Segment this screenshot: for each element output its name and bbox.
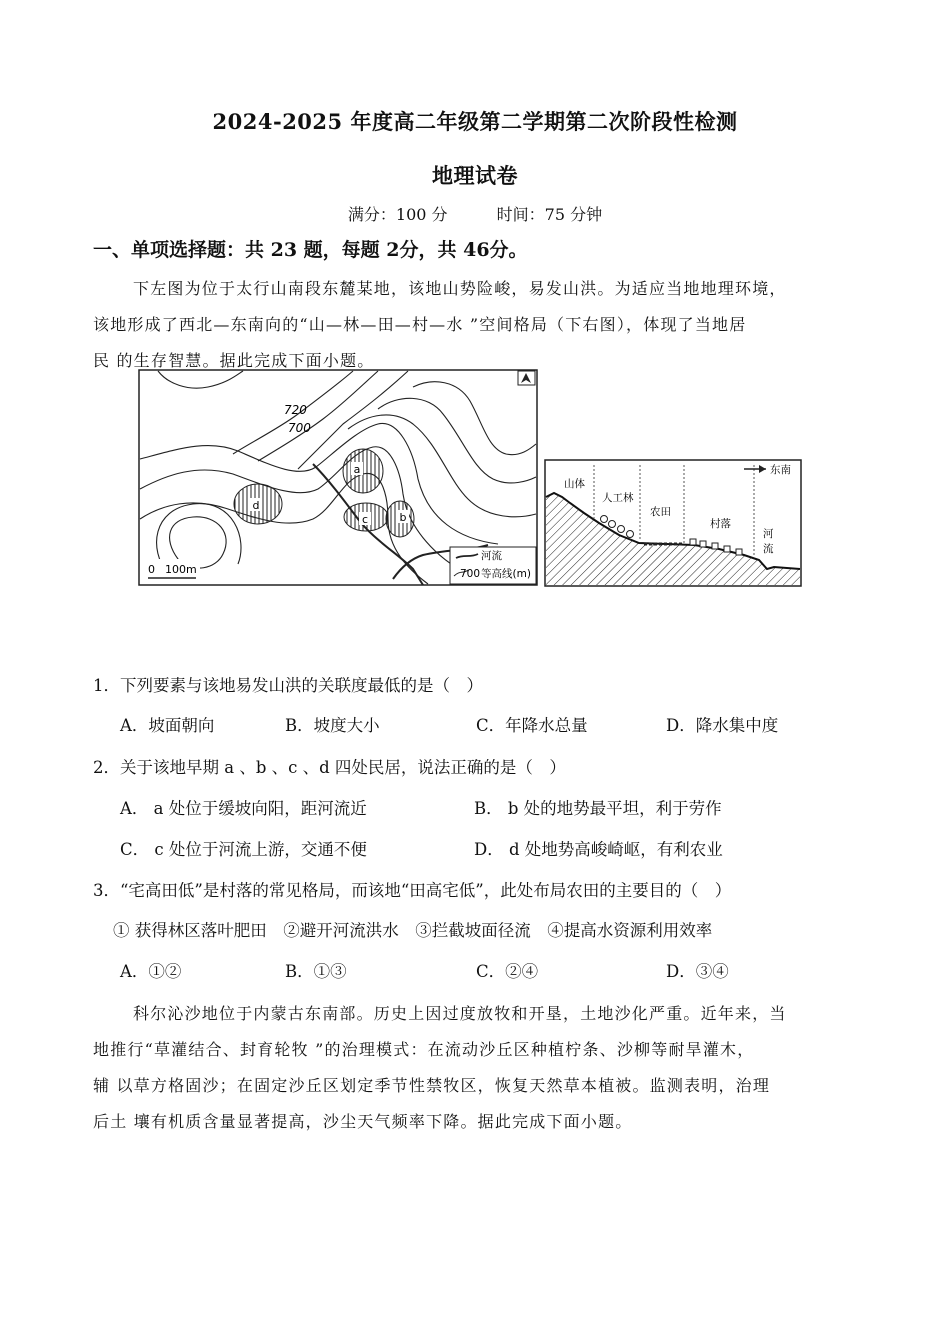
question-3-stem: 3．“宅高田低”是村落的常见格局，而该地“田高宅低”，此处布局农田的主要目的（ ） — [93, 881, 732, 900]
zone-river-1: 河 — [763, 528, 774, 540]
zone-farmland: 农田 — [650, 506, 671, 518]
q3-option-d[interactable]: D．③④ — [666, 962, 729, 981]
q2-option-b[interactable]: B． b 处的地势最平坦，利于劳作 — [474, 799, 722, 818]
site-a-label: a — [353, 463, 361, 476]
q1-option-d[interactable]: D．降水集中度 — [666, 716, 779, 735]
site-b-label: b — [399, 511, 407, 524]
passage-2-line: 后土 壤有机质含量显著提高，沙尘天气频率下降。据此完成下面小题。 — [93, 1112, 633, 1131]
exam-time: 时间：75 分钟 — [496, 205, 603, 224]
q2-option-c[interactable]: C． c 处位于河流上游，交通不便 — [120, 840, 367, 859]
exam-subject: 地理试卷 — [432, 163, 518, 188]
q3-statements: ① 获得林区落叶肥田 ②避开河流洪水 ③拦截坡面径流 ④提高水资源利用效率 — [113, 921, 713, 940]
zone-mountain: 山体 — [564, 478, 585, 490]
passage-1 — [93, 271, 858, 379]
q1-option-b[interactable]: B．坡度大小 — [285, 716, 380, 735]
q3-option-a[interactable]: A．①② — [120, 962, 182, 981]
passage-2-line: 辅 以草方格固沙；在固定沙丘区划定季节性禁牧区，恢复天然草本植被。监测表明，治理 — [93, 1076, 771, 1095]
zone-river-2: 流 — [763, 543, 774, 555]
q2-option-d[interactable]: D． d 处地势高峻崎岖，有利农业 — [474, 840, 723, 859]
zone-village: 村落 — [710, 518, 731, 530]
profile-diagram — [544, 459, 802, 587]
exam-title: 2024-2025 年度高二年级第二学期第二次阶段性检测 — [212, 109, 738, 134]
direction-label: 东南 — [770, 464, 791, 476]
q1-option-a[interactable]: A．坡面朝向 — [120, 716, 215, 735]
q3-option-c[interactable]: C．②④ — [476, 962, 539, 981]
passage-1-line: 下左图为位于太行山南段东麓某地，该地山势险峻，易发山洪。为适应当地地理环境， — [133, 279, 787, 298]
passage-2-line: 科尔沁沙地位于内蒙古东南部。历史上因过度放牧和开垦，土地沙化严重。近年来，当 — [133, 1004, 787, 1023]
contour-label-720: 720 — [284, 403, 307, 417]
question-1-stem: 1．下列要素与该地易发山洪的关联度最低的是（ ） — [93, 676, 483, 695]
exam-meta — [0, 202, 950, 225]
full-score: 满分：100 分 — [347, 205, 448, 224]
q2-option-a[interactable]: A． a 处位于缓坡向阳，距河流近 — [120, 799, 367, 818]
legend-contour-value: 700 — [460, 568, 481, 580]
legend-river-label: 河流 — [481, 550, 502, 562]
passage-2-line: 地推行“草灌结合、封育轮牧 ”的治理模式：在流动沙丘区种植柠条、沙柳等耐旱灌木， — [93, 1040, 755, 1059]
passage-1-line: 该地形成了西北—东南向的“山—林—田—村—水 ”空间格局（下右图），体现了当地居 — [93, 315, 747, 334]
question-2-stem: 2．关于该地早期 a 、b 、c 、d 四处民居，说法正确的是（ ） — [93, 758, 566, 777]
passage-2 — [93, 996, 858, 1140]
site-d-label: d — [252, 499, 260, 512]
legend-contour-label: 等高线(m) — [481, 568, 531, 580]
scale-zero: 0 — [148, 563, 155, 576]
contour-map — [138, 369, 540, 587]
q1-option-c[interactable]: C．年降水总量 — [476, 716, 588, 735]
q3-option-b[interactable]: B．①③ — [285, 962, 347, 981]
zone-forest: 人工林 — [602, 492, 634, 504]
section-heading: 一、单项选择题：共 23 题，每题 2分，共 46分。 — [93, 239, 528, 261]
site-c-label: c — [361, 513, 369, 526]
contour-label-700: 700 — [288, 421, 311, 435]
passage-1-line: 民 的生存智慧。据此完成下面小题。 — [93, 351, 375, 370]
scale-distance: 100m — [165, 563, 197, 576]
